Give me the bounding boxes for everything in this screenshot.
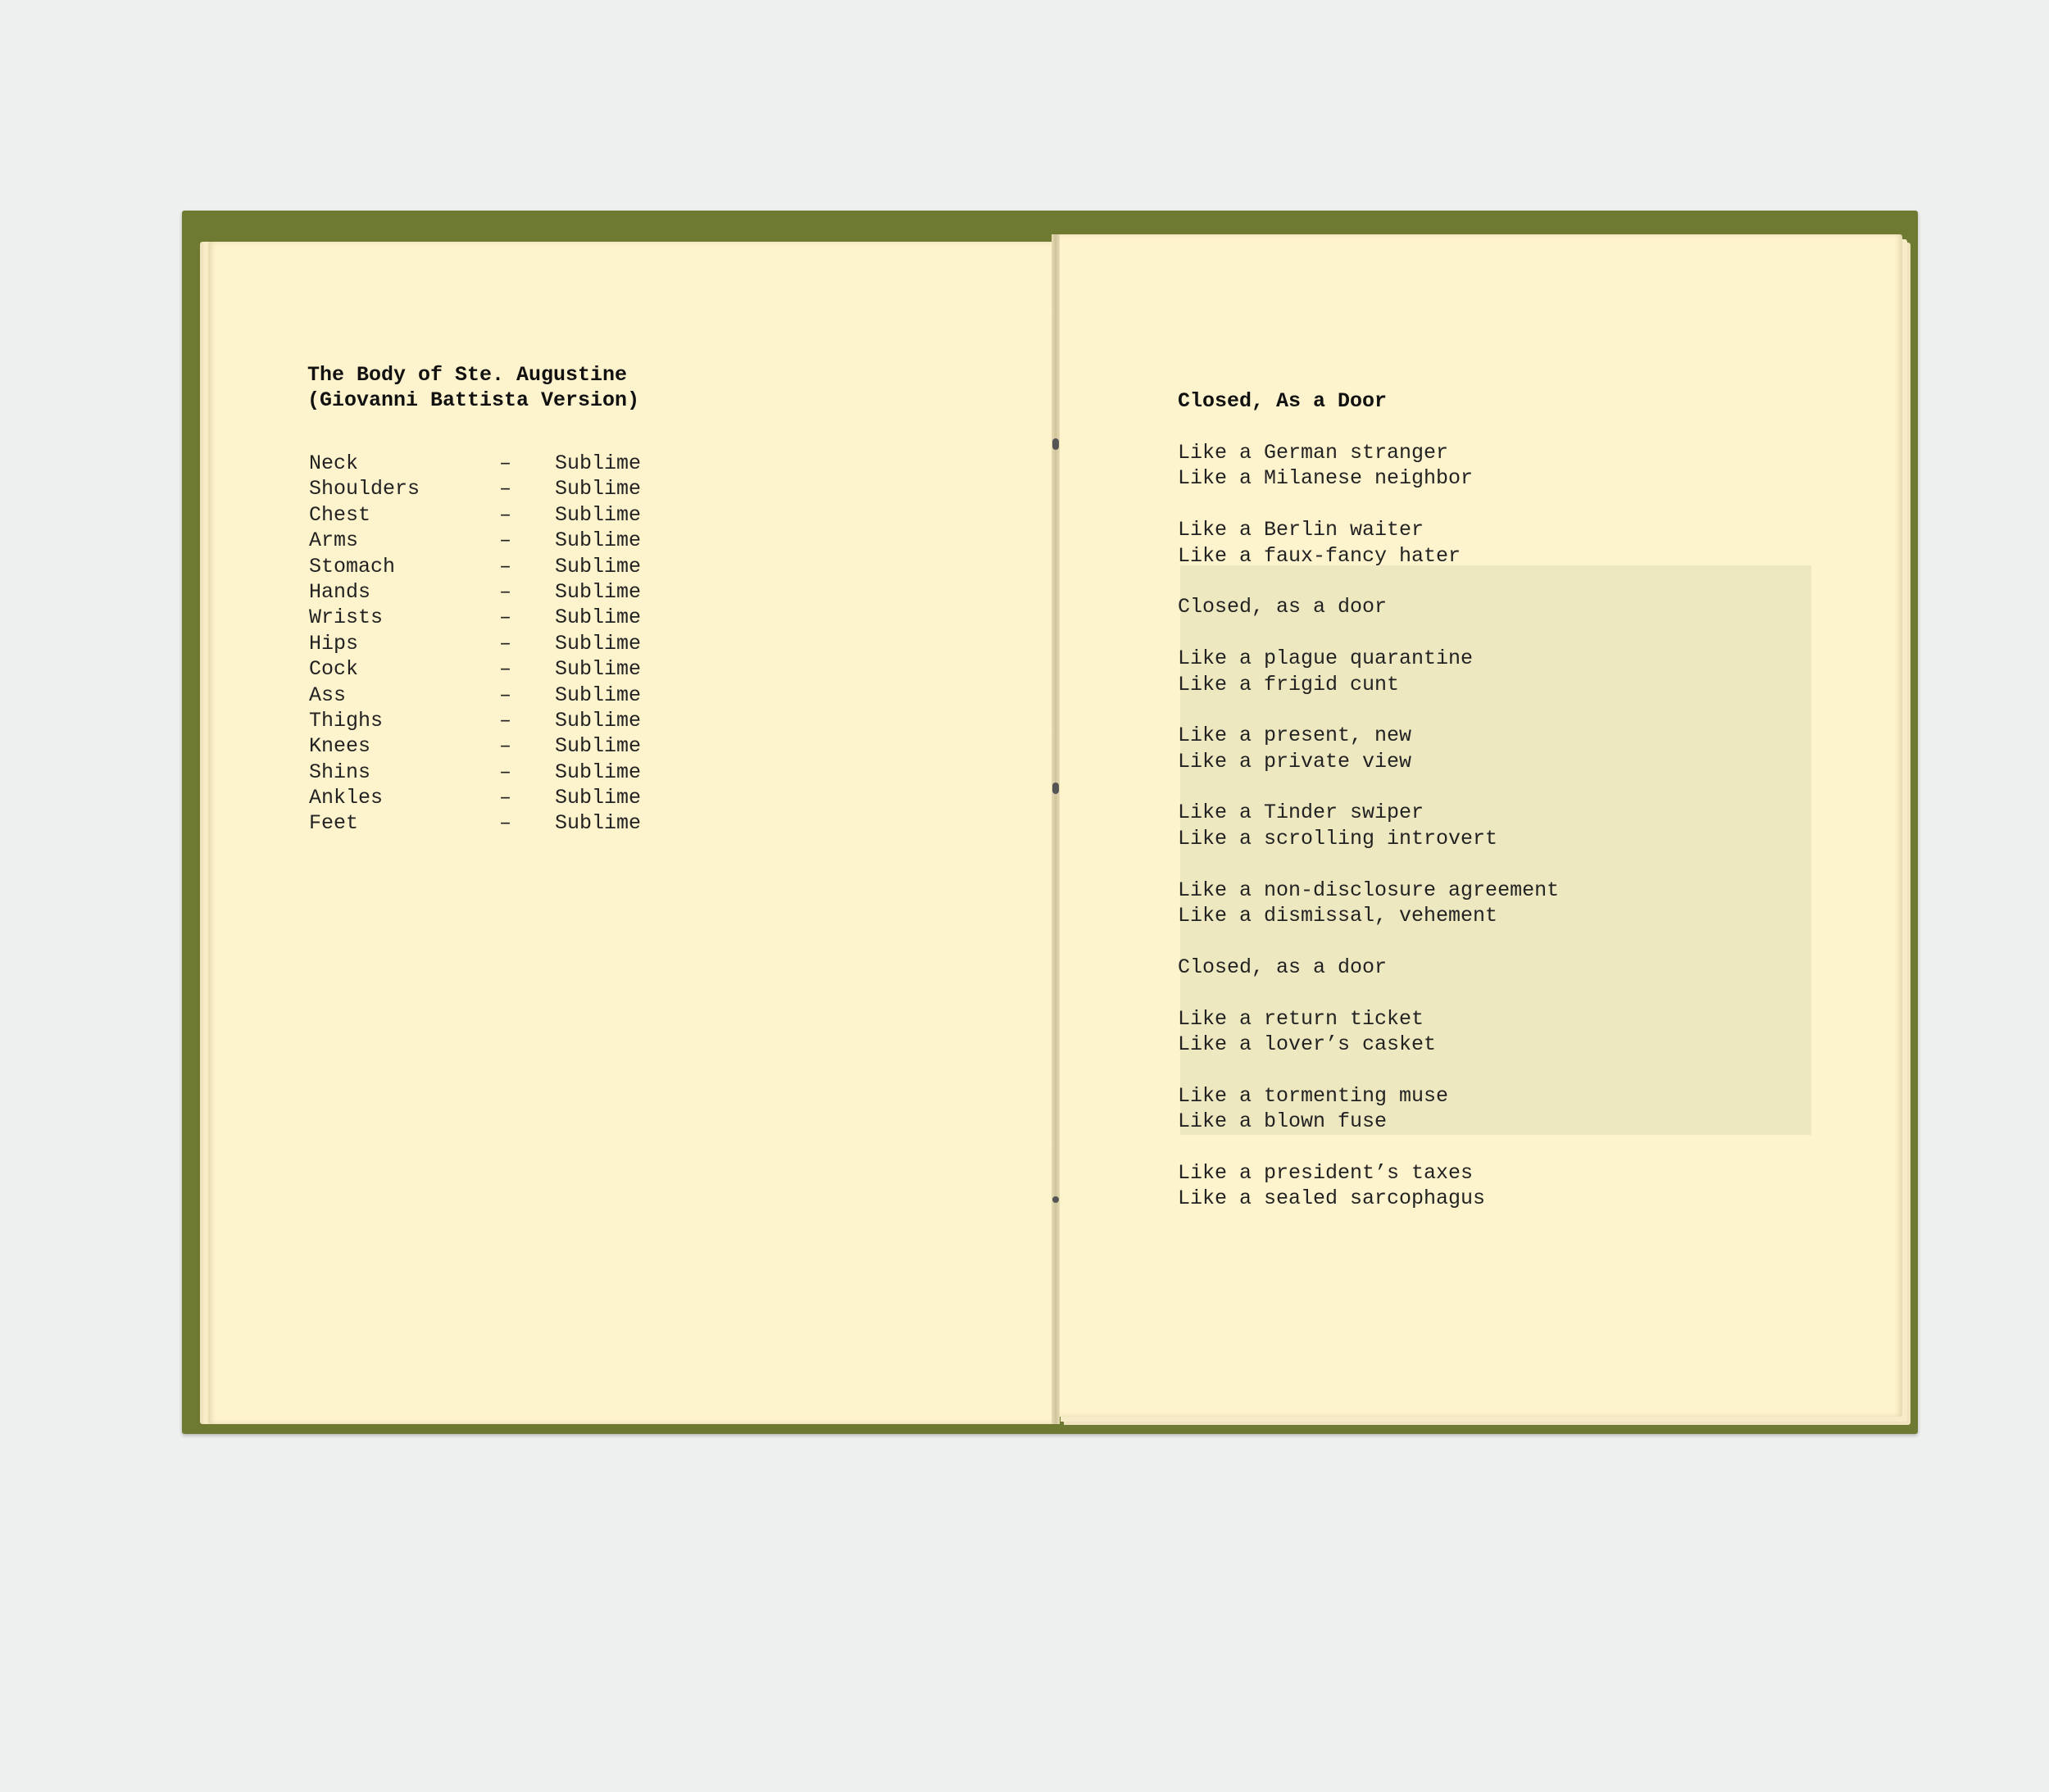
binding-stitch	[1052, 1196, 1059, 1203]
list-item	[309, 502, 670, 528]
poem-line: Like a Berlin waiter	[1178, 518, 1424, 542]
poem-line: Like a Tinder swiper	[1178, 801, 1424, 825]
dash-separator: –	[499, 734, 512, 759]
rating-value: Sublime	[555, 451, 642, 475]
stanza	[1178, 646, 1559, 697]
stanza	[1178, 800, 1559, 851]
list-item	[309, 579, 670, 605]
dash-separator: –	[499, 811, 512, 836]
body-part-label: Wrists	[309, 606, 384, 630]
dash-separator: –	[499, 606, 512, 630]
body-part-label: Feet	[309, 811, 359, 836]
body-part-label: Hips	[309, 631, 359, 656]
body-part-label: Knees	[309, 734, 371, 759]
dash-separator: –	[499, 760, 512, 784]
dash-separator: –	[499, 451, 512, 475]
body-part-label: Shins	[309, 760, 371, 784]
poem-line: Like a present, new	[1178, 724, 1412, 748]
list-item	[309, 476, 670, 501]
rating-value: Sublime	[555, 734, 642, 759]
binding-stitch	[1052, 438, 1059, 450]
dash-separator: –	[499, 631, 512, 656]
book-gutter	[1052, 234, 1060, 1424]
rating-value: Sublime	[555, 579, 642, 604]
body-part-label: Neck	[309, 451, 359, 475]
list-item	[309, 528, 670, 553]
title-line-2: (Giovanni Battista Version)	[307, 388, 640, 412]
stanza	[1178, 1160, 1559, 1212]
body-part-label: Ass	[309, 683, 347, 707]
poem-line: Like a scrolling introvert	[1178, 826, 1498, 851]
body-part-label: Hands	[309, 579, 371, 604]
poem-line: Closed, as a door	[1178, 955, 1388, 979]
rating-value: Sublime	[555, 631, 642, 656]
list-item	[309, 760, 670, 785]
list-item	[309, 785, 670, 810]
body-parts-list	[309, 451, 670, 837]
poem-line: Like a German stranger	[1178, 441, 1449, 465]
poem-title-left	[307, 362, 639, 413]
poem-line: Like a private view	[1178, 749, 1412, 774]
dash-separator: –	[499, 683, 512, 707]
body-part-label: Ankles	[309, 786, 384, 810]
poem-line: Like a faux-fancy hater	[1178, 543, 1461, 568]
dash-separator: –	[499, 657, 512, 682]
body-part-label: Cock	[309, 657, 359, 682]
body-part-label: Shoulders	[309, 477, 420, 501]
rating-value: Sublime	[555, 554, 642, 578]
dash-separator: –	[499, 708, 512, 733]
binding-stitch	[1052, 783, 1059, 794]
list-item	[309, 605, 670, 630]
poem-line: Like a sealed sarcophagus	[1178, 1186, 1486, 1211]
list-item	[309, 683, 670, 708]
list-item	[309, 656, 670, 682]
rating-value: Sublime	[555, 657, 642, 682]
stanza	[1178, 878, 1559, 929]
dash-separator: –	[499, 502, 512, 527]
body-part-label: Arms	[309, 529, 359, 553]
poem-line: Like a plague quarantine	[1178, 646, 1474, 671]
rating-value: Sublime	[555, 529, 642, 553]
poem-body	[1178, 440, 1559, 1237]
poem-line: Like a president’s taxes	[1178, 1160, 1474, 1185]
body-part-label: Stomach	[309, 554, 396, 578]
poem-line: Like a non-disclosure agreement	[1178, 878, 1560, 902]
rating-value: Sublime	[555, 683, 642, 707]
list-item	[309, 810, 670, 836]
rating-value: Sublime	[555, 811, 642, 836]
dash-separator: –	[499, 554, 512, 578]
poem-line: Like a tormenting muse	[1178, 1083, 1449, 1108]
poem-title-right: Closed, As a Door	[1178, 389, 1388, 413]
poem-line: Like a Milanese neighbor	[1178, 466, 1474, 491]
list-item	[309, 733, 670, 759]
dash-separator: –	[499, 529, 512, 553]
stanza	[1178, 440, 1559, 492]
stanza	[1178, 723, 1559, 774]
list-item	[309, 554, 670, 579]
dash-separator: –	[499, 477, 512, 501]
title-line-1: The Body of Ste. Augustine	[307, 363, 628, 387]
stanza	[1178, 955, 1559, 980]
rating-value: Sublime	[555, 786, 642, 810]
poem-line: Closed, as a door	[1178, 595, 1388, 619]
poem-line: Like a return ticket	[1178, 1006, 1424, 1031]
dash-separator: –	[499, 579, 512, 604]
stanza	[1178, 1006, 1559, 1058]
body-part-label: Chest	[309, 502, 371, 527]
rating-value: Sublime	[555, 477, 642, 501]
poem-line: Like a lover’s casket	[1178, 1032, 1437, 1056]
stanza	[1178, 594, 1559, 619]
rating-value: Sublime	[555, 708, 642, 733]
poem-line: Like a dismissal, vehement	[1178, 904, 1498, 928]
rating-value: Sublime	[555, 502, 642, 527]
list-item	[309, 451, 670, 476]
poem-line: Like a frigid cunt	[1178, 672, 1400, 696]
rating-value: Sublime	[555, 760, 642, 784]
poem-line: Like a blown fuse	[1178, 1109, 1388, 1134]
stanza	[1178, 1083, 1559, 1135]
body-part-label: Thighs	[309, 708, 384, 733]
list-item	[309, 631, 670, 656]
list-item	[309, 708, 670, 733]
stanza	[1178, 517, 1559, 569]
dash-separator: –	[499, 786, 512, 810]
rating-value: Sublime	[555, 606, 642, 630]
